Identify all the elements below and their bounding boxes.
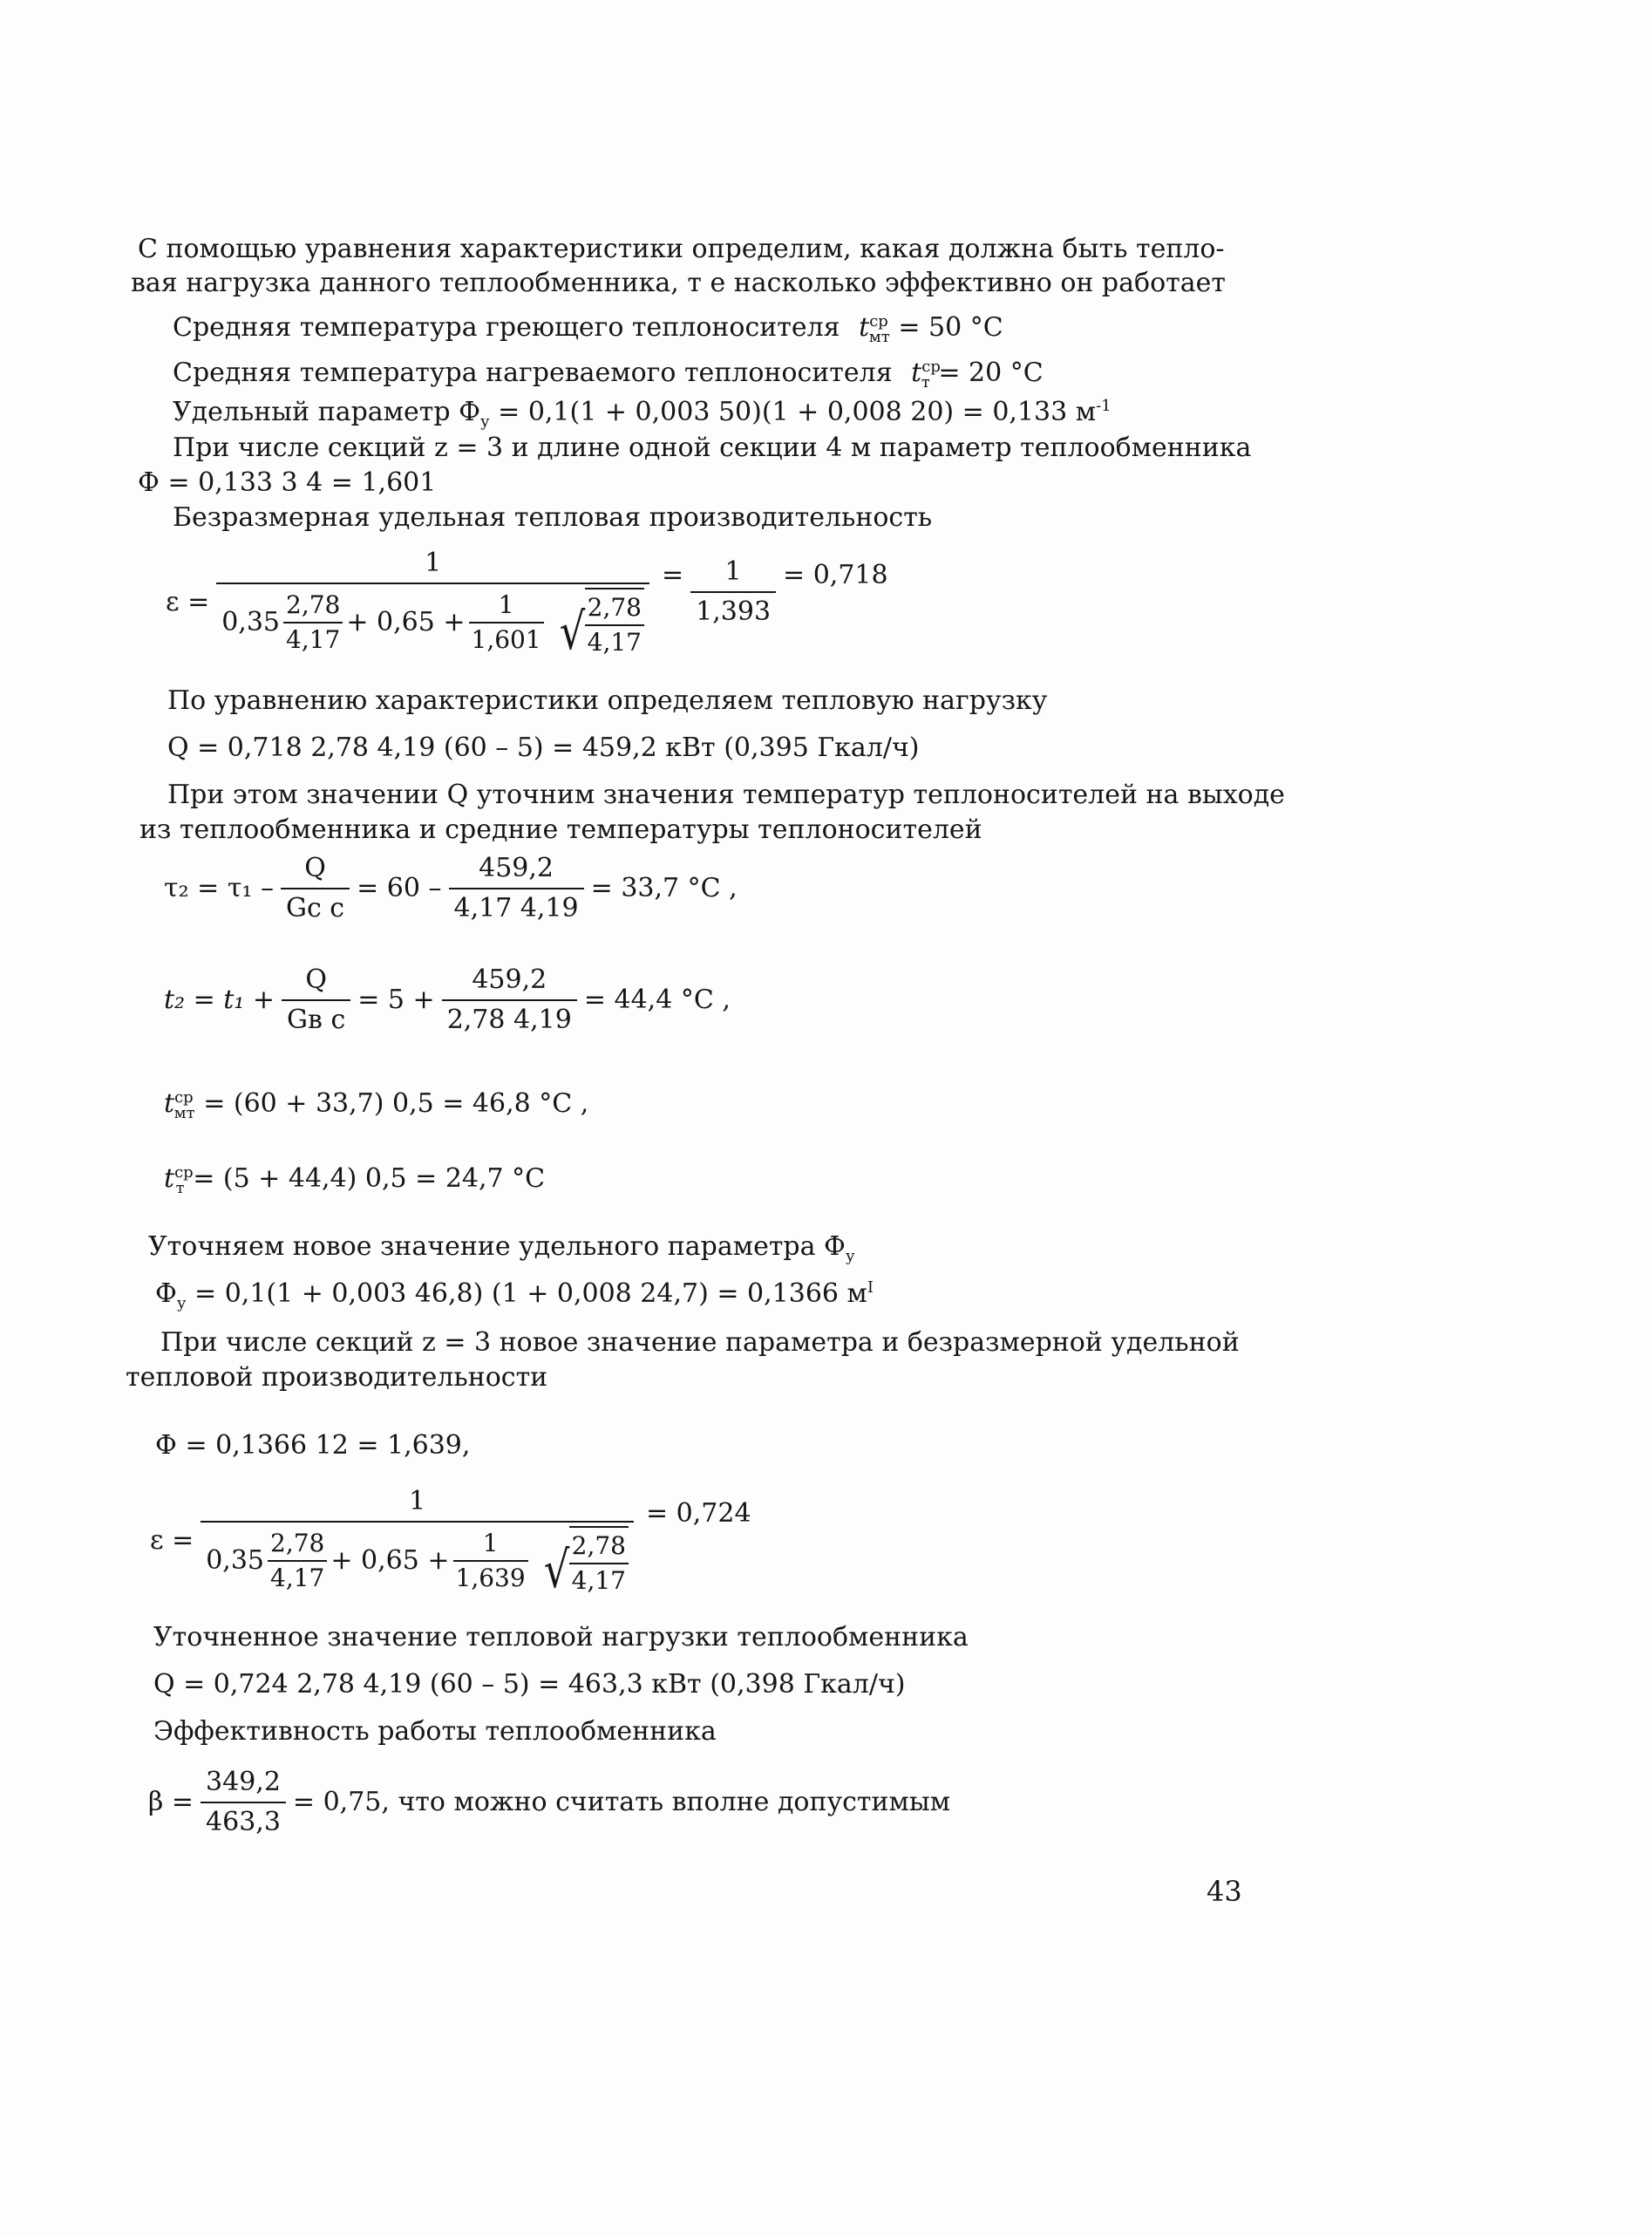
specific-param-line [173, 397, 1112, 432]
t2-result: = 44,4 °С , [583, 985, 731, 1015]
t2-mid: = 5 + [357, 985, 435, 1015]
epsilon-equation-1 [166, 548, 888, 662]
eps2-frac-b-den: 1,639 [453, 1560, 528, 1593]
hot-temp-label: Средняя температура греющего теплоносителя [173, 312, 840, 343]
eps2-sqrt-num: 2,78 [571, 1531, 626, 1560]
tt-symbol: t [164, 1163, 175, 1194]
eps2-frac-a-num: 2,78 [270, 1529, 325, 1557]
eps1-result-num: 1 [724, 555, 742, 587]
t2-frac-2 [442, 964, 577, 1036]
eps1-sqrt-num: 2,78 [587, 593, 642, 622]
sqrt-icon: √ [559, 602, 585, 662]
new-param-heading-text: Уточняем новое значение удельного параметра Ф [148, 1231, 846, 1262]
eps1-c1: 0,35 [221, 606, 281, 637]
t2-frac-1-num: Q [305, 964, 327, 995]
eps1-result-fraction [690, 556, 776, 628]
beta-result: = 0,75, что можно считать вполне допустимым [292, 1787, 951, 1817]
tt-sup: ср [174, 1163, 194, 1182]
hot-temp-symbol: t [859, 312, 870, 343]
eps1-frac-a-num: 2,78 [286, 590, 341, 619]
cold-temp-symbol: t [911, 358, 922, 388]
eps1-sqrt [556, 588, 644, 662]
tmt-sup: ср [174, 1088, 194, 1107]
eps1-frac-b-num: 1 [498, 590, 514, 619]
hot-temp-sup: ср [869, 312, 888, 330]
new-param-heading [148, 1231, 855, 1266]
eps2-result: = 0,724 [646, 1497, 751, 1529]
t2-equation [164, 964, 731, 1036]
sections-line-2: Ф = 0,133 3 4 = 1,601 [138, 467, 437, 498]
eps2-frac-a [268, 1529, 327, 1592]
tau2-frac-1 [281, 853, 350, 924]
t2-frac-1-den: Gв c [282, 999, 350, 1036]
eps1-frac-b [469, 590, 544, 654]
specific-param-sub: у [480, 412, 490, 431]
new-param-exp: I [867, 1278, 874, 1297]
tmt-equation [164, 1088, 588, 1123]
cold-temp-line [173, 358, 1044, 392]
eps2-frac-b-num: 1 [482, 1529, 499, 1557]
epsilon-equation-2 [150, 1486, 751, 1600]
sqrt-icon: √ [543, 1540, 569, 1600]
sections-line-1: При числе секций z = 3 и длине одной секции 4 м параметр теплообменника [173, 433, 1252, 463]
eps1-plus: + 0,65 + [346, 606, 466, 637]
tau2-lhs: τ₂ = τ₁ – [164, 873, 274, 903]
tau2-result: = 33,7 °С , [590, 873, 738, 903]
eps1-lhs: ε = [166, 586, 210, 617]
eps1-main-fraction [216, 548, 649, 662]
new-param-symbol: Ф [155, 1278, 177, 1309]
beta-fraction [201, 1767, 286, 1838]
beta-lhs: β = [148, 1787, 194, 1817]
t2-frac-1 [282, 964, 350, 1036]
specific-param-exp: -1 [1096, 397, 1112, 415]
hot-temp-sub: мт [868, 328, 890, 346]
eps1-eq: = [662, 559, 684, 590]
refine-line-2: из теплообменника и средние температуры теплоносителей [139, 814, 982, 845]
q1-equation: Q = 0,718 2,78 4,19 (60 – 5) = 459,2 кВт (0,395 Гкал/ч) [167, 733, 920, 763]
eps2-plus: + 0,65 + [330, 1544, 450, 1576]
eps1-frac-a [283, 590, 343, 654]
hot-temp-value: = 50 °С [898, 312, 1003, 343]
new-param-expr: = 0,1(1 + 0,003 46,8) (1 + 0,008 24,7) = 0,1366 м [194, 1278, 867, 1309]
new-param-equation [155, 1278, 874, 1313]
t2-lhs: t₂ = t₁ + [164, 985, 275, 1015]
eps1-frac-b-den: 1,601 [469, 622, 544, 655]
new-param-sub: у [176, 1294, 187, 1312]
tau2-equation [164, 853, 738, 924]
page-number: 43 [1207, 1875, 1242, 1908]
new-sections-line-2: тепловой производительности [126, 1362, 548, 1393]
beta-equation [148, 1767, 950, 1838]
tau2-frac-2-den: 4,17 4,19 [449, 888, 584, 924]
tt-expr: = (5 + 44,4) 0,5 = 24,7 °С [193, 1163, 546, 1194]
beta-num: 349,2 [206, 1767, 281, 1797]
refine-line-1: При этом значении Q уточним значения температур теплоносителей на выходе [167, 780, 1285, 810]
eps1-result: = 0,718 [783, 559, 888, 590]
intro-line-1: С помощью уравнения характеристики определим, какая должна быть тепло- [138, 234, 1225, 264]
tau2-frac-2 [449, 853, 584, 924]
phi2-equation: Ф = 0,1366 12 = 1,639, [155, 1430, 471, 1461]
q2-heading: Уточненное значение тепловой нагрузки теплообменника [153, 1622, 969, 1652]
eps2-lhs: ε = [150, 1524, 194, 1556]
specific-param-label: Удельный параметр Ф [173, 397, 480, 427]
tau2-frac-1-num: Q [304, 853, 326, 883]
eps1-result-den: 1,393 [690, 591, 776, 628]
eps2-main-fraction [201, 1486, 634, 1600]
efficiency-heading: Эффективность работы теплообменника [153, 1716, 717, 1747]
eps1-numerator: 1 [425, 548, 442, 578]
hot-temp-line [173, 312, 1003, 347]
new-param-heading-sub: у [845, 1247, 855, 1265]
tau2-frac-1-den: Gс c [281, 888, 350, 924]
eps2-frac-a-den: 4,17 [268, 1560, 327, 1593]
cold-temp-sup: ср [921, 358, 941, 376]
eps2-frac-b [453, 1529, 528, 1592]
eps1-sqrt-den: 4,17 [585, 624, 644, 658]
eps2-denominator [201, 1521, 634, 1600]
eps2-sqrt-frac [569, 1526, 629, 1595]
q2-equation: Q = 0,724 2,78 4,19 (60 – 5) = 463,3 кВт (0,398 Гкал/ч) [153, 1669, 906, 1700]
tau2-frac-2-num: 459,2 [479, 853, 554, 883]
eps2-numerator: 1 [409, 1486, 426, 1516]
tmt-expr: = (60 + 33,7) 0,5 = 46,8 °С , [203, 1088, 589, 1119]
eps2-c1: 0,35 [206, 1544, 265, 1576]
t2-frac-2-num: 459,2 [472, 964, 547, 995]
intro-line-2: вая нагрузка данного теплообменника, т е насколько эффективно он работает [131, 268, 1226, 298]
tau2-mid: = 60 – [357, 873, 442, 903]
cold-temp-label: Средняя температура нагреваемого теплоносителя [173, 358, 893, 388]
eps2-sqrt-den: 4,17 [569, 1563, 629, 1596]
tmt-sub: мт [173, 1104, 195, 1122]
eps-heading: Безразмерная удельная тепловая производительность [173, 502, 933, 533]
cold-temp-sub: т [921, 373, 930, 392]
eps1-frac-a-den: 4,17 [283, 622, 343, 655]
eps1-sqrt-frac [585, 588, 644, 657]
new-sections-line-1: При числе секций z = 3 новое значение параметра и безразмерной удельной [160, 1327, 1240, 1358]
eps1-denominator [216, 583, 649, 662]
t2-frac-2-den: 2,78 4,19 [442, 999, 577, 1036]
beta-den: 463,3 [201, 1802, 286, 1838]
tt-equation [164, 1163, 545, 1198]
q-heading: По уравнению характеристики определяем тепловую нагрузку [167, 685, 1048, 716]
tmt-symbol: t [164, 1088, 175, 1119]
specific-param-expr: = 0,1(1 + 0,003 50)(1 + 0,008 20) = 0,133 м [498, 397, 1097, 427]
cold-temp-value: = 20 °С [938, 358, 1044, 388]
tt-sub: т [175, 1179, 185, 1197]
eps2-sqrt [540, 1526, 629, 1600]
